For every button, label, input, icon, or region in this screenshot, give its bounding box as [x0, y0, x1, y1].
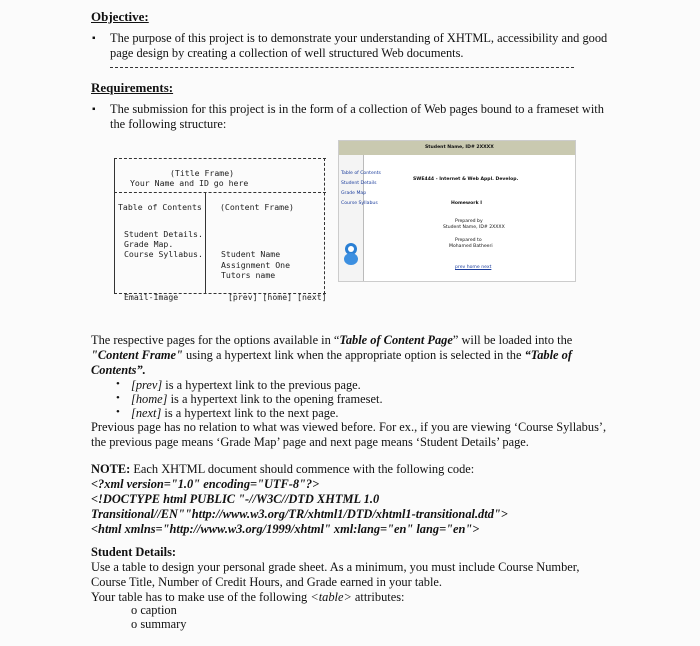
note-label: NOTE: — [91, 462, 131, 476]
text-span-emphasis: [prev] — [131, 378, 163, 392]
diagram-grade-map: Grade Map. — [124, 239, 174, 249]
note-line — [91, 462, 631, 477]
frameset-diagram — [110, 150, 330, 302]
round-bullet-icon: • — [116, 406, 120, 418]
objective-line-2: page design by creating a collection of well structured Web documents. — [110, 46, 464, 60]
diagram-frame-divider — [205, 192, 206, 294]
square-bullet-icon: ▪ — [92, 33, 96, 44]
requirements-line-2: the following structure: — [110, 117, 227, 131]
bullet-next — [131, 406, 339, 421]
paragraph-line: the previous page means ‘Grade Map’ page and next page means ‘Student Details’ page. — [91, 435, 529, 449]
sample-toc-frame — [339, 155, 381, 281]
objective-heading: Objective: — [91, 9, 149, 24]
diagram-name-id: Your Name and ID go here — [130, 178, 249, 188]
email-image-icon — [341, 241, 361, 267]
text-span-emphasis: Table of Content Page — [339, 333, 453, 347]
attr-caption: caption — [140, 603, 177, 617]
previous-page-paragraph — [91, 420, 621, 450]
text-span: is a hypertext link to the previous page. — [162, 378, 361, 392]
student-details-block — [91, 545, 631, 605]
requirements-text — [110, 102, 630, 132]
sample-nav-links: prev home next — [455, 265, 492, 270]
text-span: ” will be loaded into the — [452, 333, 573, 347]
sample-toc-item-1: Table of Contents — [341, 171, 381, 176]
text-span: Each XHTML document should commence with the following code: — [130, 462, 475, 476]
code-line-4: <html xmlns="http://www.w3.org/1999/xhtml" xml:lang="en" lang="en"> — [91, 522, 480, 536]
student-details-line-2: Course Title, Number of Credit Hours, and Grade earned in your table. — [91, 575, 442, 589]
content-frame-paragraph — [91, 333, 611, 378]
text-span: The respective pages for the options available in “ — [91, 333, 340, 347]
sample-prepared-by: Prepared by — [455, 219, 483, 224]
attr-summary: summary — [140, 617, 187, 631]
paragraph-line: Previous page has no relation to what was viewed before. For ex., if you are viewing ‘Course Syllabus’, — [91, 420, 607, 434]
student-details-line-1: Use a table to design your personal grade sheet. As a minimum, you must include Course Number, — [91, 560, 580, 574]
separator-line — [110, 67, 574, 68]
diagram-right-border — [324, 158, 325, 294]
sample-toc-item-3: Grade Map — [341, 191, 367, 196]
text-span-emphasis: [home] — [131, 392, 168, 406]
requirements-line-1: The submission for this project is in the form of a collection of Web pages bound to a frameset with — [110, 102, 604, 116]
circle-bullet-icon: o — [131, 603, 138, 617]
paragraph-line-3: Contents”. — [91, 363, 146, 377]
diagram-student-name: Student Name — [221, 249, 281, 259]
objective-line-1: The purpose of this project is to demonstrate your understanding of XHTML, accessibility and good — [110, 31, 608, 45]
text-span-emphasis: [next] — [131, 406, 162, 420]
note-block — [91, 462, 631, 537]
text-span: using a hypertext link when the appropriate option is selected in the — [182, 348, 525, 362]
student-details-heading: Student Details: — [91, 545, 177, 559]
text-span-emphasis: “Table of — [524, 348, 572, 362]
diagram-email-image: Email-Image — [124, 292, 179, 302]
circle-bullet-icon: o — [131, 617, 138, 631]
code-line-1: <?xml version="1.0" encoding="UTF-8"?> — [91, 477, 320, 491]
round-bullet-icon: • — [116, 378, 120, 390]
paragraph-line-2 — [91, 348, 611, 363]
diagram-content-frame: (Content Frame) — [220, 202, 294, 212]
diagram-top-border — [114, 158, 326, 159]
square-bullet-icon: ▪ — [92, 104, 96, 115]
text-span: is a hypertext link to the next page. — [161, 406, 339, 420]
objective-text — [110, 31, 630, 61]
diagram-tutors-name: Tutors name — [221, 270, 276, 280]
requirements-heading: Requirements: — [91, 80, 174, 95]
sample-toc-item-2: Student Details — [341, 181, 377, 186]
sample-toc-item-4: Course Syllabus — [341, 201, 378, 206]
diagram-student-details: Student Details. — [124, 229, 203, 239]
sample-frameset-screenshot — [338, 140, 576, 282]
sample-tutor-name: Mohamed Batheeri — [449, 244, 493, 249]
round-bullet-icon: • — [116, 392, 120, 404]
diagram-title-frame: (Title Frame) — [170, 168, 235, 178]
sample-homework: Homework I — [451, 201, 482, 206]
text-span-emphasis: <table> — [310, 590, 352, 604]
text-span-emphasis: "Content Frame" — [91, 348, 183, 362]
paragraph-line-1 — [91, 333, 611, 348]
text-span: attributes: — [351, 590, 405, 604]
attr-item-caption — [131, 603, 177, 618]
code-line-2: <!DOCTYPE html PUBLIC "-//W3C//DTD XHTML 1.0 — [91, 492, 380, 506]
text-span: is a hypertext link to the opening frameset. — [167, 392, 383, 406]
attr-item-summary — [131, 617, 186, 632]
sample-title-frame — [339, 141, 575, 155]
diagram-assignment-one: Assignment One — [221, 260, 291, 270]
bullet-home — [131, 392, 383, 407]
sample-content-frame — [363, 155, 575, 281]
sample-prepared-to: Prepared to — [455, 238, 482, 243]
sample-student-name: Student Name, ID# 2XXXX — [443, 225, 505, 230]
sample-course: SWE444 - Internet & Web Appl. Develop. — [413, 177, 519, 182]
diagram-left-border — [114, 158, 115, 294]
diagram-nav: [prev] [home] [next] — [228, 292, 327, 302]
diagram-course-syllabus: Course Syllabus. — [124, 249, 203, 259]
sample-top-title: Student Name, ID# 2XXXX — [425, 145, 494, 150]
code-line-3: Transitional//EN""http://www.w3.org/TR/xhtml1/DTD/xhtml1-transitional.dtd"> — [91, 507, 508, 521]
diagram-title-divider — [114, 192, 326, 193]
bullet-prev — [131, 378, 361, 393]
text-span: Your table has to make use of the following — [91, 590, 311, 604]
diagram-toc: Table of Contents — [118, 202, 202, 212]
